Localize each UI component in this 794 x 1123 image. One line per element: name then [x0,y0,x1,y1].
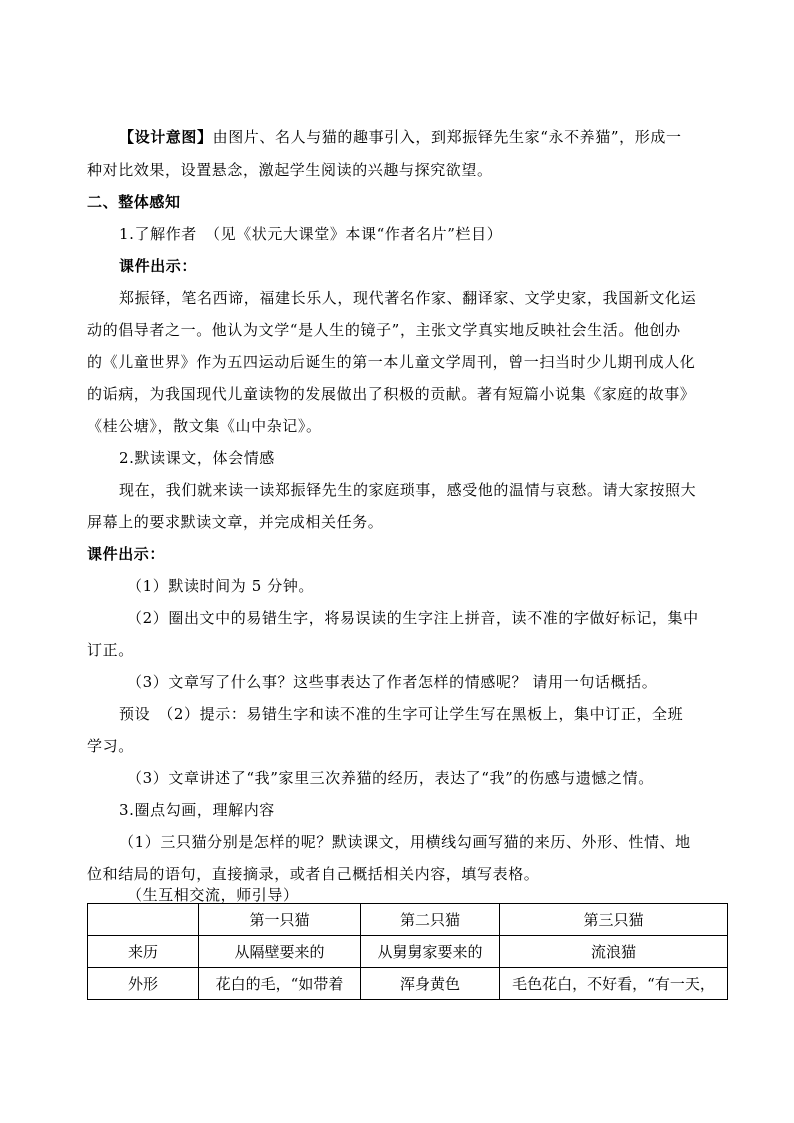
table-header-cell: 第三只猫 [500,904,728,936]
task-3: （3）文章写了什么事？这些事表达了作者怎样的情感呢？ 请用一句话概括。 [127,673,658,691]
design-intent-line-2: 种对比效果，设置悬念，激起学生阅读的兴趣与探究欲望。 [87,161,493,179]
author-bio-line-4: 的诟病，为我国现代儿童读物的发展做出了积极的贡献。著有短篇小说集《家庭的故事》 [87,385,696,403]
courseware-label-1: 课件出示： [119,257,198,275]
step-1-heading: 1.了解作者 （见《状元大课堂》本课“作者名片”栏目） [119,225,503,243]
step-2-heading: 2.默读课文，体会情感 [119,449,275,467]
table-header-cell: 第一只猫 [199,904,361,936]
step-3-task-line-1: （1）三只猫分别是怎样的呢？默读课文，用横线勾画写猫的来历、外形、性情、地 [119,833,691,851]
table-cell: 外形 [88,968,199,1000]
table-cell: 浑身黄色 [361,968,500,1000]
table-cell: 流浪猫 [500,936,728,968]
table-row [88,936,728,968]
author-bio-line-1: 郑振铎，笔名西谛，福建长乐人，现代著名作家、翻译家、文学史家，我国新文化运 [119,289,697,307]
section-heading-overall: 二、整体感知 [87,193,181,211]
table-header-row [88,904,728,936]
table-header-cell: 第二只猫 [361,904,500,936]
preset-line-2: 学习。 [87,737,134,755]
reading-intro-line-1: 现在，我们就来读一读郑振铎先生的家庭琐事，感受他的温情与哀愁。请大家按照大 [119,481,697,499]
author-bio-line-5: 《桂公塘》，散文集《山中杂记》。 [87,417,322,435]
table-cell: 从隔壁要来的 [199,936,361,968]
table-header-cell [88,904,199,936]
design-intent-label: 【设计意图】 [119,128,213,146]
table-cell: 毛色花白，不好看，“有一天， [500,968,728,1000]
table-cell: 来历 [88,936,199,968]
design-intent-text: 由图片、名人与猫的趣事引入，到郑振铎先生家“永不养猫”，形成一 [212,128,682,146]
table-cell: 花白的毛，“如带着 [199,968,361,1000]
step-3-task-line-2: 位和结局的语句，直接摘录，或者自己概括相关内容，填写表格。 [87,865,540,883]
courseware-label-2: 课件出示： [87,545,166,563]
reading-intro-line-2: 屏幕上的要求默读文章，并完成相关任务。 [87,513,384,531]
task-2-line-2: 订正。 [87,641,134,659]
exchange-note: （生互相交流，师引导） [127,886,299,904]
author-bio-line-2: 动的倡导者之一。他认为文学“是人生的镜子”，主张文学真实地反映社会生活。他创办 [87,321,681,339]
task-2-line-1: （2）圈出文中的易错生字，将易误读的生字注上拼音，读不准的字做好标记，集中 [127,609,699,627]
author-bio-line-3: 的《儿童世界》作为五四运动后诞生的第一本儿童文学周刊，曾一扫当时少儿期刊成人化 [87,353,696,371]
table-row [88,968,728,1000]
preset-line-1: 预设 （2）提示：易错生字和读不准的生字可让学生写在黑板上，集中订正，全班 [119,705,684,723]
step-3-heading: 3.圈点勾画，理解内容 [119,801,275,819]
preset-answer-3: （3）文章讲述了“我”家里三次养猫的经历，表达了“我”的伤感与遗憾之情。 [127,769,654,787]
cat-comparison-table [87,903,728,1000]
design-intent-line-1 [119,127,729,147]
task-1: （1）默读时间为 5 分钟。 [127,577,315,595]
table-cell: 从舅舅家要来的 [361,936,500,968]
